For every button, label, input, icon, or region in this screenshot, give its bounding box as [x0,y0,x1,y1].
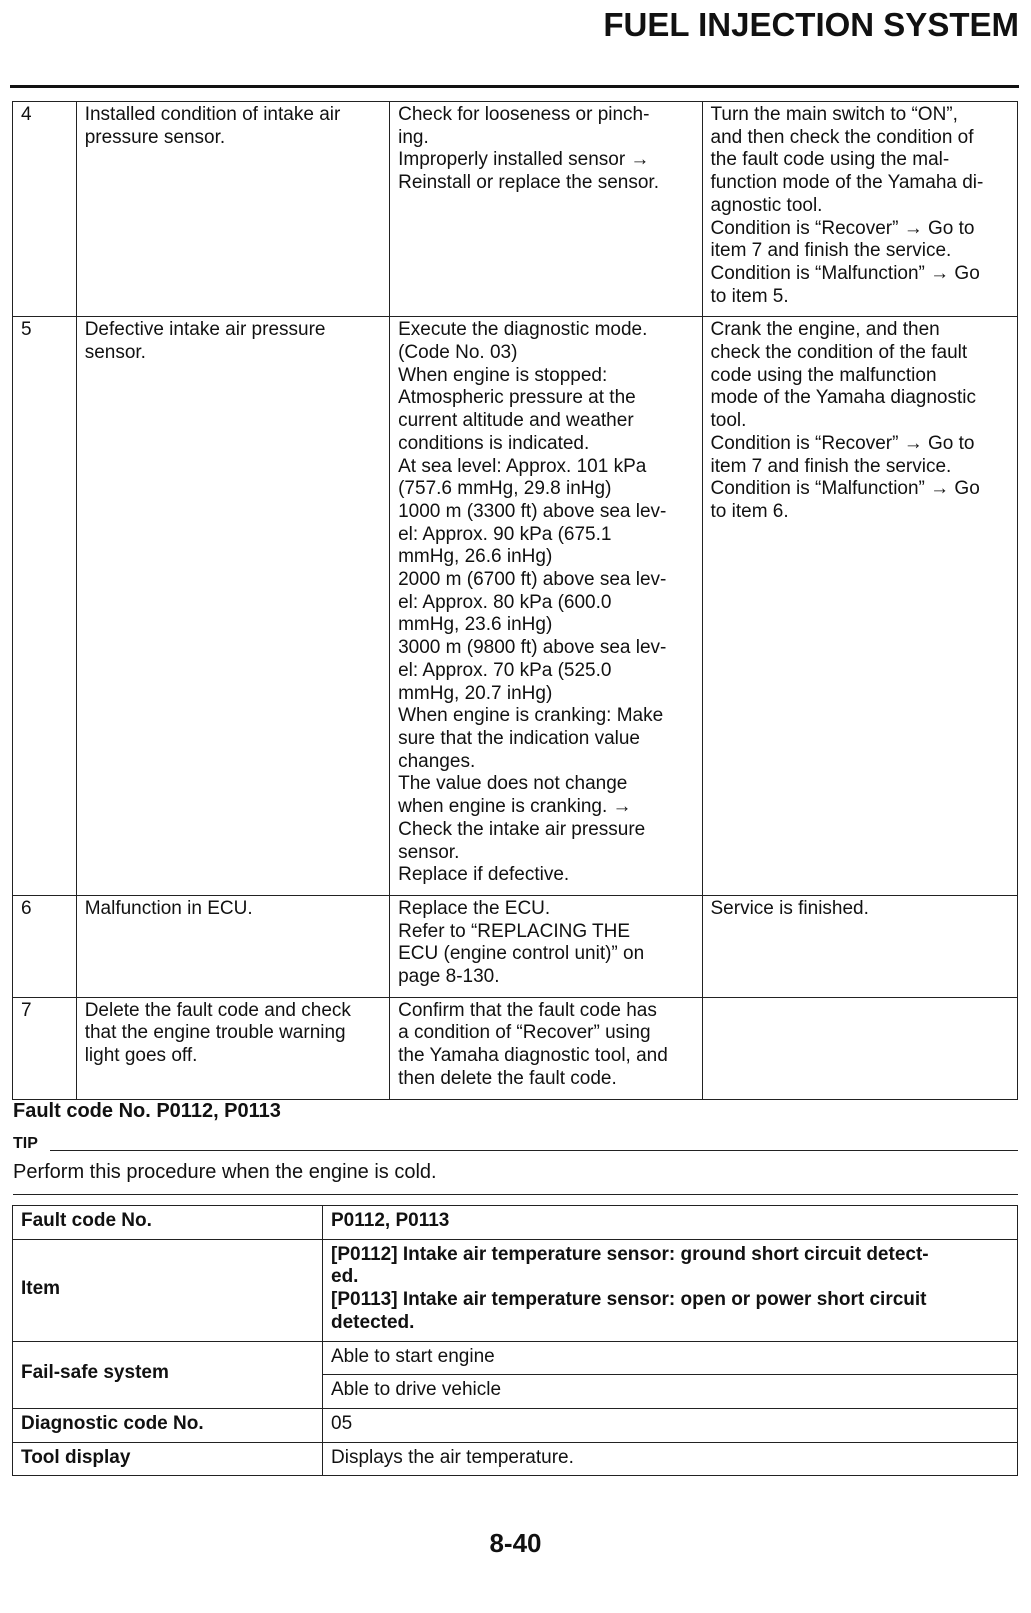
procedure-check-line: the Yamaha diagnostic tool, and [398,1045,668,1067]
procedure-check-line: Improperly installed sensor → [398,149,650,171]
procedure-action-line: to item 6. [710,500,789,522]
procedure-check-line: Check the intake air pressure [398,818,646,840]
procedure-action-line: function mode of the Yamaha di- [710,172,984,194]
procedure-check-line: Replace the ECU. [398,897,551,919]
procedure-action-line: and then check the condition of [710,126,974,148]
tool-display-value: Displays the air temperature. [323,1442,1018,1476]
procedure-item-line: Malfunction in ECU. [84,897,253,919]
procedure-check-line: when engine is cranking. → [398,796,632,818]
procedure-action-line: Service is finished. [710,897,869,919]
tip-text: Perform this procedure when the engine is cold. [13,1161,437,1183]
procedure-action-cell [702,997,1018,1099]
item-value-line: ed. [331,1266,359,1288]
procedure-check-line: a condition of “Recover” using [398,1022,651,1044]
procedure-check-line: el: Approx. 90 kPa (675.1 [398,523,612,545]
procedure-check-line: Confirm that the fault code has [398,999,657,1021]
procedure-action-line: Crank the engine, and then [710,319,940,341]
diagnostic-code-row [13,1408,1018,1442]
procedure-check-cell [390,997,702,1099]
failsafe-value-drive: Able to drive vehicle [323,1375,1018,1409]
tip-label: TIP [13,1135,38,1152]
procedure-check-line: mmHg, 20.7 inHg) [398,682,553,704]
procedure-action-line: Condition is “Malfunction” → Go [710,262,980,284]
procedure-action-line: Condition is “Recover” → Go to [710,432,975,454]
item-value-line: [P0113] Intake air temperature sensor: open or power short circuit [331,1289,927,1311]
procedure-item-cell [76,317,389,896]
procedure-check-line: 3000 m (9800 ft) above sea lev- [398,637,667,659]
procedure-check-line: 2000 m (6700 ft) above sea lev- [398,569,667,591]
procedure-check-line: conditions is indicated. [398,432,590,454]
procedure-item-line: that the engine trouble warning [84,1022,346,1044]
procedure-action-line: item 7 and finish the service. [710,240,952,262]
procedure-item-line: light goes off. [84,1045,198,1067]
procedure-step-number: 7 [13,997,77,1099]
procedure-item-line: Delete the fault code and check [84,999,351,1021]
item-value [323,1239,1018,1341]
procedure-item-line: Installed condition of intake air [84,104,341,125]
procedure-check-line: At sea level: Approx. 101 kPa [398,455,647,477]
procedure-action-line: Turn the main switch to “ON”, [710,104,958,125]
procedure-check-line: ECU (engine control unit)” on [398,943,645,965]
procedure-check-line: el: Approx. 80 kPa (600.0 [398,591,612,613]
failsafe-value-start: Able to start engine [323,1341,1018,1375]
procedure-check-line: mmHg, 23.6 inHg) [398,614,553,636]
procedure-action-line: agnostic tool. [710,194,823,216]
section-heading: Fault code No. P0112, P0113 [13,1100,281,1122]
procedure-check-line: mmHg, 26.6 inHg) [398,546,553,568]
procedure-action-cell [702,895,1018,997]
procedure-check-line: Replace if defective. [398,864,570,886]
procedure-step-number: 6 [13,895,77,997]
procedure-check-cell [390,102,702,317]
tool-display-label: Tool display [13,1442,323,1476]
fault-code-label: Fault code No. [13,1206,323,1240]
procedure-item-cell [76,997,389,1099]
procedure-action-line: Condition is “Malfunction” → Go [710,478,980,500]
procedure-check-line: current altitude and weather [398,410,634,432]
procedure-item-cell [76,895,389,997]
procedure-check-line: then delete the fault code. [398,1067,617,1089]
procedure-item-line: Defective intake air pressure [84,319,326,341]
procedure-step-number: 5 [13,317,77,896]
procedure-check-line: ing. [398,126,429,148]
procedure-action-cell [702,102,1018,317]
fault-code-row [13,1206,1018,1240]
procedure-action-line: check the condition of the fault [710,342,968,364]
procedure-check-cell [390,895,702,997]
procedure-check-line: (757.6 mmHg, 29.8 inHg) [398,478,612,500]
procedure-check-line: The value does not change [398,773,628,795]
procedure-action-line: code using the malfunction [710,364,937,386]
procedure-check-line: el: Approx. 70 kPa (525.0 [398,659,612,681]
tool-display-row [13,1442,1018,1476]
tip-divider-top [50,1150,1018,1151]
tip-divider-bottom [13,1194,1018,1195]
procedure-item-line: pressure sensor. [84,126,226,148]
procedure-item-cell [76,102,389,317]
procedure-table [12,101,1018,1100]
procedure-check-line: (Code No. 03) [398,342,518,364]
item-label: Item [13,1239,323,1341]
procedure-row [13,102,1018,317]
procedure-action-line: mode of the Yamaha diagnostic [710,387,976,409]
procedure-item-line: sensor. [84,342,146,364]
failsafe-label: Fail-safe system [13,1341,323,1408]
diagnostic-code-label: Diagnostic code No. [13,1408,323,1442]
procedure-row [13,895,1018,997]
procedure-step-number: 4 [13,102,77,317]
procedure-check-line: Atmospheric pressure at the [398,387,636,409]
procedure-check-cell [390,317,702,896]
item-row [13,1239,1018,1341]
page-number: 8-40 [489,1528,542,1558]
failsafe-row-start [13,1341,1018,1375]
item-value-line: detected. [331,1311,415,1333]
procedure-check-line: page 8-130. [398,966,500,988]
item-value-line: [P0112] Intake air temperature sensor: ground short circuit detect- [331,1243,929,1265]
procedure-check-line: Check for looseness or pinch- [398,104,650,125]
header-divider [10,85,1019,88]
procedure-action-line: to item 5. [710,285,789,307]
procedure-action-cell [702,317,1018,896]
page-header-title: FUEL INJECTION SYSTEM [603,6,1019,43]
procedure-check-line: Refer to “REPLACING THE [398,920,631,942]
procedure-check-line: 1000 m (3300 ft) above sea lev- [398,500,667,522]
procedure-check-line: When engine is cranking: Make [398,705,664,727]
procedure-action-line: Condition is “Recover” → Go to [710,217,975,239]
procedure-check-line: Reinstall or replace the sensor. [398,172,659,194]
fault-info-table [12,1205,1018,1476]
procedure-action-line: the fault code using the mal- [710,149,950,171]
procedure-action-line: tool. [710,410,747,432]
procedure-action-line: item 7 and finish the service. [710,455,952,477]
procedure-check-line: sensor. [398,841,460,863]
procedure-check-line: Execute the diagnostic mode. [398,319,648,341]
procedure-row [13,997,1018,1099]
procedure-check-line: When engine is stopped: [398,364,608,386]
fault-code-value: P0112, P0113 [323,1206,1018,1240]
diagnostic-code-value: 05 [323,1408,1018,1442]
procedure-check-line: changes. [398,750,476,772]
procedure-check-line: sure that the indication value [398,727,640,749]
procedure-row [13,317,1018,896]
